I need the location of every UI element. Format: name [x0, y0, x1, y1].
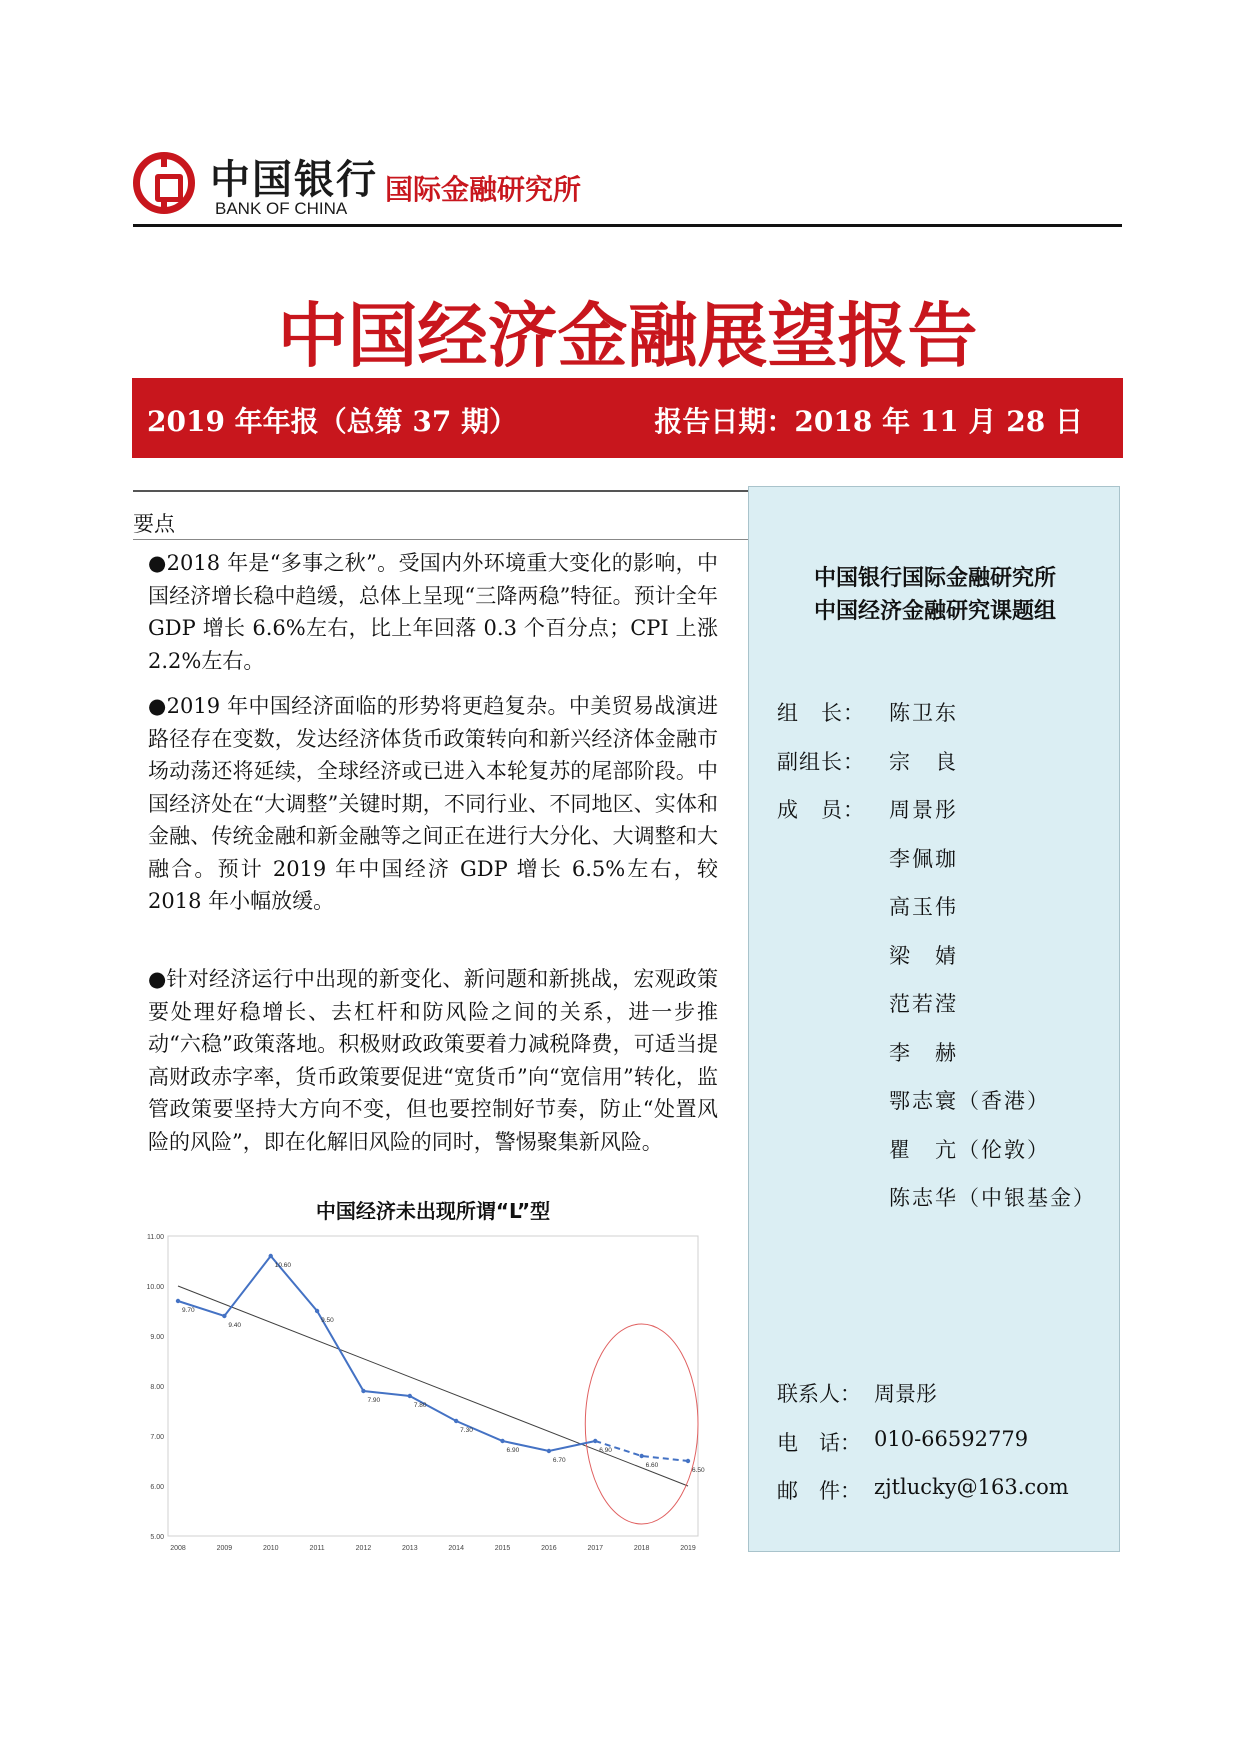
data-label: 6.70	[552, 1457, 566, 1464]
team-member-name: 梁 婧	[889, 943, 958, 968]
key-point-paragraph: ●2018 年是“多事之秋”。受国内外环境重大变化的影响，中国经济增长稳中趋缓，总体上呈现“三降两稳”特征。预计全年 GDP 增长 6.6%左右，比上年回落 0.3 个百分点；CPI 上涨 2.2%左右。	[148, 551, 718, 673]
data-label: 7.90	[367, 1397, 381, 1404]
data-point	[408, 1394, 412, 1398]
contact-label: 邮 件：	[777, 1479, 861, 1503]
y-tick-label: 9.00	[150, 1334, 164, 1341]
team-subtitle: 中国经济金融研究课题组	[813, 599, 1056, 624]
x-tick-label: 2010	[262, 1545, 279, 1552]
data-label: 6.90	[599, 1447, 612, 1454]
series-line	[178, 1256, 595, 1451]
team-member-name: 陈志华（中银基金）	[889, 1186, 1096, 1210]
data-point	[686, 1459, 690, 1463]
team-member-name: 李佩珈	[889, 846, 958, 871]
highlight-ellipse	[585, 1324, 698, 1524]
header-divider	[133, 224, 1122, 227]
data-label: 9.40	[228, 1322, 242, 1329]
team-member-name: 范若滢	[889, 992, 958, 1016]
team-role-label: 副组长：	[777, 749, 865, 774]
data-point	[547, 1449, 551, 1453]
x-tick-label: 2009	[216, 1545, 233, 1552]
x-tick-label: 2014	[448, 1545, 464, 1552]
contact-value: 010-66592779	[874, 1426, 1029, 1451]
team-member-name: 宗 良	[889, 749, 958, 774]
key-points-top-rule	[133, 490, 748, 492]
chart-title: 中国经济未出现所谓“L”型	[315, 1199, 551, 1223]
research-team-sidebar	[748, 486, 1120, 1552]
data-label: 9.70	[182, 1307, 195, 1314]
data-point	[361, 1389, 365, 1393]
team-member-name: 高玉伟	[889, 895, 958, 919]
y-tick-label: 11.00	[147, 1234, 164, 1241]
data-label: 7.30	[460, 1427, 473, 1434]
team-member-name: 陈卫东	[889, 701, 958, 725]
data-label: 6.90	[506, 1447, 520, 1454]
contact-value: 周景彤	[874, 1382, 937, 1406]
contact-label: 电 话：	[777, 1430, 861, 1455]
key-point-paragraph: ●2019 年中国经济面临的形势将更趋复杂。中美贸易战演进路径存在变数，发达经济体货币政策转向和新兴经济体金融市场动荡还将延续，全球经济或已进入本轮复苏的尾部阶段。中国经济处在“大调整”关键时期，不同行业、不同地区、实体和金融、传统金融和新金融等之间正在进行大分化、大调整和大融合。预计 2019 年中国经济 GDP 增长 6.5%左右，较 2018 年小幅放缓。	[148, 694, 718, 913]
report-title: 中国经济金融展望报告	[277, 295, 978, 377]
y-tick-label: 5.00	[150, 1534, 164, 1541]
x-tick-label: 2017	[587, 1545, 604, 1552]
team-member-name: 李 赫	[889, 1040, 958, 1065]
team-role-label: 成 员：	[777, 798, 865, 822]
x-tick-label: 2015	[494, 1545, 511, 1552]
x-tick-label: 2011	[309, 1545, 325, 1552]
data-point	[269, 1254, 273, 1258]
x-tick-label: 2008	[170, 1545, 186, 1552]
data-point	[593, 1439, 597, 1443]
team-member-name: 周景彤	[889, 798, 958, 822]
data-label: 6.60	[645, 1462, 659, 1469]
data-point	[454, 1419, 458, 1423]
x-tick-label: 2018	[633, 1545, 650, 1552]
team-role-label: 组 长：	[777, 701, 865, 725]
team-title: 中国银行国际金融研究所	[813, 566, 1056, 591]
y-tick-label: 8.00	[150, 1384, 164, 1391]
y-tick-label: 10.00	[146, 1284, 164, 1291]
x-tick-label: 2019	[680, 1545, 696, 1552]
data-label: 10.60	[274, 1262, 292, 1269]
data-label: 7.80	[413, 1402, 427, 1409]
team-member-name: 鄂志寰（香港）	[889, 1089, 1050, 1113]
y-tick-label: 6.00	[150, 1484, 164, 1491]
data-point	[639, 1454, 643, 1458]
trendline	[178, 1286, 688, 1486]
data-point	[222, 1314, 226, 1318]
key-points-heading-rule	[133, 539, 748, 540]
data-label: 6.50	[692, 1467, 705, 1474]
data-label: 9.50	[321, 1317, 334, 1324]
institute-name: 国际金融研究所	[385, 173, 582, 206]
x-tick-label: 2012	[355, 1545, 372, 1552]
data-point	[500, 1439, 504, 1443]
data-point	[176, 1299, 180, 1303]
bank-name-cn: 中国银行	[210, 156, 378, 203]
bank-of-china-logo-icon	[133, 152, 195, 214]
gdp-line-chart	[138, 1228, 718, 1558]
bank-name-en: BANK OF CHINA	[215, 199, 348, 218]
issue-number: 2019 年年报（总第 37 期）	[147, 405, 518, 438]
x-tick-label: 2013	[402, 1545, 418, 1552]
contact-value: zjtlucky@163.com	[874, 1475, 1069, 1499]
key-point-paragraph: ●针对经济运行中出现的新变化、新问题和新挑战，宏观政策要处理好稳增长、去杠杆和防风险之间的关系，进一步推动“六稳”政策落地。积极财政政策要着力减税降费，可适当提高财政赤字率，货币政策要促进“宽货币”向“宽信用”转化，监管政策要坚持大方向不变，但也要控制好节奏，防止“处置风险的风险”，即在化解旧风险的同时，警惕聚集新风险。	[148, 967, 718, 1154]
report-date: 报告日期：2018 年 11 月 28 日	[654, 405, 1083, 438]
key-points-heading: 要点	[133, 512, 175, 536]
contact-label: 联系人：	[777, 1382, 861, 1406]
y-tick-label: 7.00	[150, 1434, 164, 1441]
issue-banner	[132, 378, 1123, 458]
data-point	[315, 1309, 319, 1313]
team-member-name: 瞿 亢（伦敦）	[889, 1137, 1050, 1162]
x-tick-label: 2016	[541, 1545, 557, 1552]
